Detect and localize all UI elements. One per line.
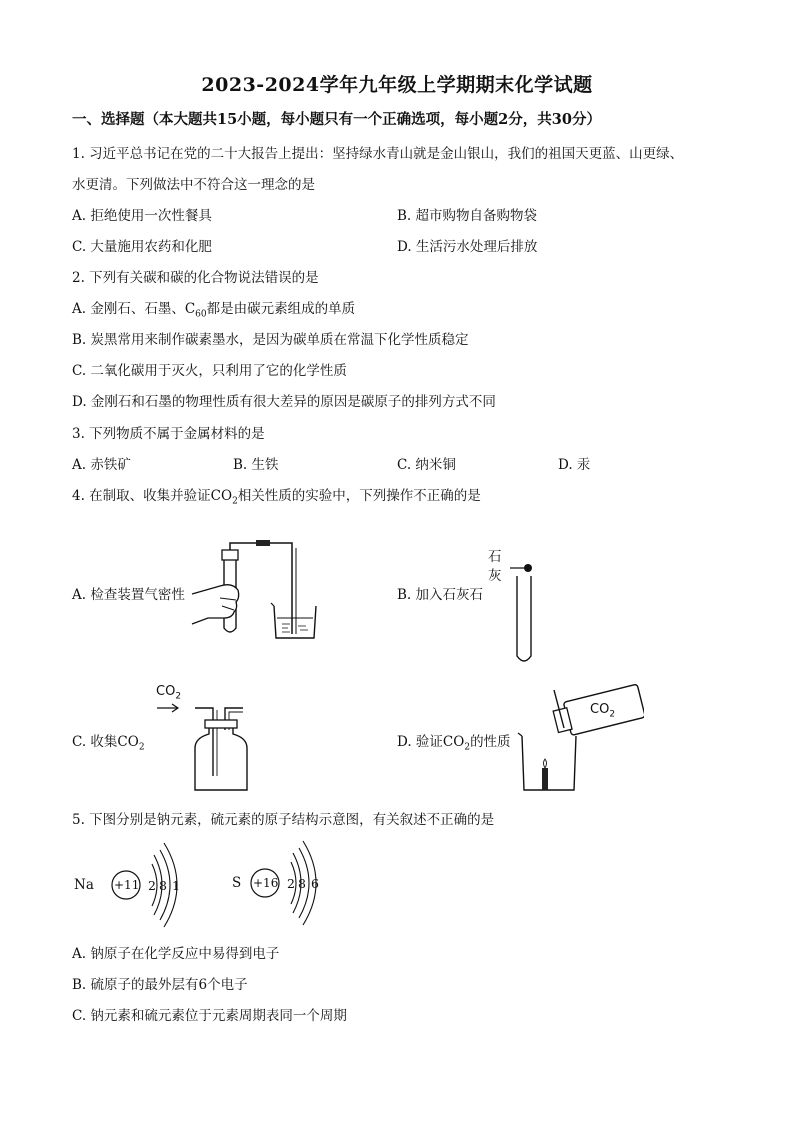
q1-option-d: D. 生活污水处理后排放: [397, 239, 538, 255]
q1-option-c: C. 大量施用农药和化肥: [72, 239, 212, 255]
s-shell-3: 6: [311, 876, 319, 891]
na-symbol: Na: [74, 877, 94, 893]
q4-option-c-subscript: 2: [138, 742, 145, 753]
gas-collection-bottle-figure: [155, 700, 265, 792]
q3-option-a: A. 赤铁矿: [72, 457, 131, 473]
q4-stem-subscript: 2: [232, 496, 238, 507]
limestone-label-1: 石: [488, 549, 502, 565]
test-tube-figure: [505, 558, 545, 668]
na-shell-1: 2: [148, 878, 156, 893]
co2-inlet-label-subscript: 2: [175, 691, 182, 702]
co2-jar-label-subscript: 2: [609, 709, 616, 720]
na-nucleus-charge: +11: [114, 878, 140, 892]
q4-stem-text: 4. 在制取、收集并验证CO: [72, 488, 233, 504]
q5-stem: 5. 下图分别是钠元素，硫元素的原子结构示意图，有关叙述不正确的是: [72, 812, 495, 828]
q5-option-c: C. 钠元素和硫元素位于元素周期表同一个周期: [72, 1008, 347, 1024]
q4-option-c: [72, 730, 145, 753]
co2-jar-label-text: CO: [590, 702, 610, 717]
q5-option-b: B. 硫原子的最外层有6个电子: [72, 977, 248, 993]
limestone-label-2: 灰: [488, 568, 502, 584]
q1-stem-line1: 1. 习近平总书记在党的二十大报告上提出：坚持绿水青山就是金山银山，我们的祖国天更蓝、山更绿、: [72, 146, 684, 162]
co2-jar-label: [590, 702, 615, 720]
q2-option-a-subscript: 60: [195, 309, 207, 320]
s-nucleus-charge: +16: [253, 876, 279, 890]
q2-option-a-rest: 都是由碳元素组成的单质: [206, 301, 356, 317]
q4-stem: [72, 484, 481, 507]
q2-option-a-text: A. 金刚石、石墨、C: [72, 301, 196, 317]
q5-option-a: A. 钠原子在化学反应中易得到电子: [72, 946, 280, 962]
co2-inlet-label-text: CO: [156, 684, 176, 699]
q4-option-d-subscript: 2: [464, 742, 471, 753]
q2-option-a: [72, 297, 355, 320]
s-shell-1: 2: [287, 876, 295, 891]
q2-option-c: C. 二氧化碳用于灭火，只利用了它的化学性质: [72, 363, 347, 379]
q4-option-d-rest: 的性质: [470, 734, 511, 750]
q2-stem: 2. 下列有关碳和碳的化合物说法错误的是: [72, 270, 319, 286]
q1-option-b: B. 超市购物自备购物袋: [397, 208, 538, 224]
q3-stem: 3. 下列物质不属于金属材料的是: [72, 426, 265, 442]
q3-option-d: D. 汞: [558, 457, 591, 473]
q3-option-c: C. 纳米铜: [397, 457, 456, 473]
q4-option-b: B. 加入石灰石: [397, 587, 484, 603]
q2-option-d: D. 金刚石和石墨的物理性质有很大差异的原因是碳原子的排列方式不同: [72, 394, 496, 410]
section-heading: 一、选择题（本大题共15小题，每小题只有一个正确选项，每小题2分，共30分）: [72, 111, 601, 128]
q4-option-a: A. 检查装置气密性: [72, 587, 185, 603]
q4-option-d: [397, 730, 511, 753]
co2-inlet-label: [156, 684, 181, 702]
q2-option-b: B. 炭黑常用来制作碳素墨水，是因为碳单质在常温下化学性质稳定: [72, 332, 469, 348]
co2-pouring-figure: [514, 684, 644, 794]
s-symbol: S: [232, 875, 242, 891]
na-shell-2: 8: [159, 878, 167, 893]
q4-option-c-text: C. 收集CO: [72, 734, 139, 750]
na-shell-3: 1: [172, 878, 180, 893]
airtightness-check-figure: [190, 540, 320, 640]
q4-option-d-text: D. 验证CO: [397, 734, 465, 750]
q1-option-a: A. 拒绝使用一次性餐具: [72, 208, 212, 224]
q3-option-b: B. 生铁: [233, 457, 279, 473]
s-shell-2: 8: [298, 876, 306, 891]
q1-stem-line2: 水更清。下列做法中不符合这一理念的是: [72, 177, 315, 193]
page-title: 2023-2024学年九年级上学期期末化学试题: [201, 74, 593, 96]
q4-stem-rest: 相关性质的实验中，下列操作不正确的是: [237, 488, 481, 504]
